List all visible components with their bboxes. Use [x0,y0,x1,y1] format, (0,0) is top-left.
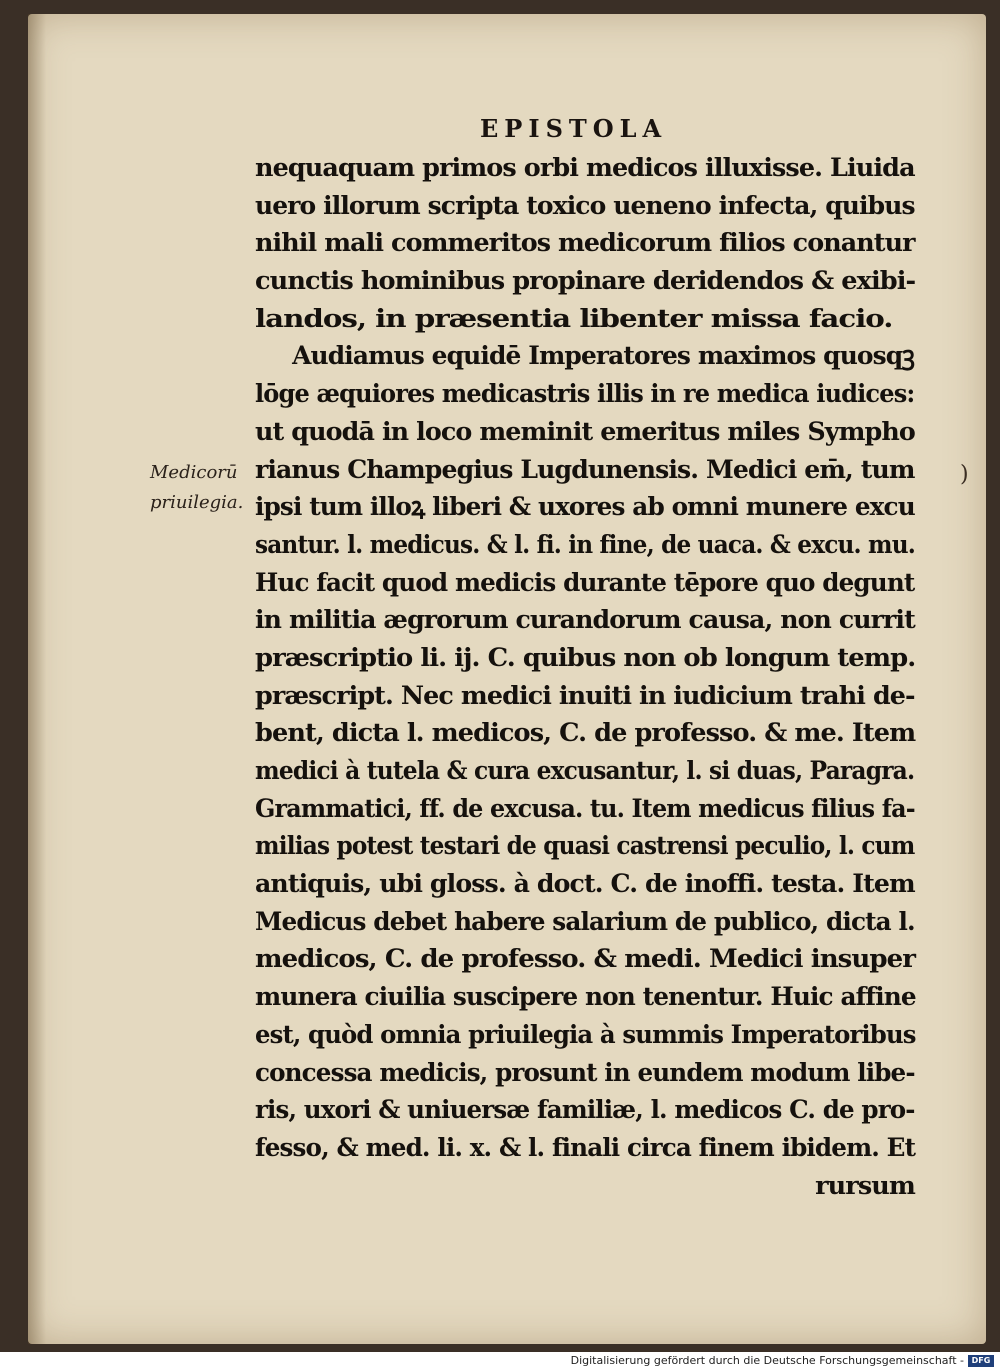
catchword: rursum [815,1170,915,1201]
margin-note-line: Medicorū [150,462,238,483]
text-line: lōge æquiores medicastris illis in re medica iudices: [255,379,915,410]
text-line: in militia ægrorum curandorum causa, non currit [255,605,915,636]
text-line: bent, dicta l. medicos, C. de professo. & me. Item [255,718,916,749]
text-line: Grammatici, ff. de excusa. tu. Item medicus filius fa- [255,793,915,824]
gutter-shadow [28,14,46,1344]
margin-note [150,458,243,518]
text-line: concessa medicis, prosunt in eundem modum libe- [255,1057,915,1088]
text-line: munera ciuilia suscipere non tenentur. Huic affine [255,982,916,1013]
running-head: EPISTOLA [480,114,668,143]
text-line: ris, uxori & uniuersæ familiæ, l. medicos C. de pro- [255,1095,915,1126]
text-line: medicos, C. de professo. & medi. Medici insuper [255,944,916,975]
text-line: cunctis hominibus propinare deridendos & exibi- [255,266,916,297]
text-line: milias potest testari de quasi castrensi peculio, l. cum [255,831,915,862]
text-line: rianus Champegius Lugdunensis. Medici em̄, tum [255,454,915,485]
text-line: Huc facit quod medicis durante tēpore quo degunt [255,567,915,598]
text-line: landos, in præsentia libenter missa facio. [255,303,893,334]
text-line: Audiamus equidē Imperatores maximos quosqꝫ [292,341,915,372]
footer-credit: Digitalisierung gefördert durch die Deutsche Forschungsgemeinschaft - [570,1354,964,1367]
text-line: præscriptio li. ij. C. quibus non ob longum temp. [255,642,916,673]
text-line: Medicus debet habere salarium de publico, dicta l. [255,906,915,937]
text-line: est, quòd omnia priuilegia à summis Imperatoribus [255,1019,916,1050]
text-line: nihil mali commeritos medicorum filios conantur [255,228,915,259]
dfg-logo-icon: DFG [968,1355,994,1367]
text-line: medici à tutela & cura excusantur, l. si duas, Paragra. [255,756,915,786]
text-line: nequaquam primos orbi medicos illuxisse. Liuida [255,153,915,183]
body-text [255,150,915,1205]
text-line: præscript. Nec medici inuiti in iudicium trahi de- [255,680,915,711]
footer-bar [0,1352,1000,1370]
page-edge-mark: ) [960,462,969,487]
margin-note-line: priuilegia. [150,492,244,513]
text-line: ipsi tum illoꝝ liberi & uxores ab omni munere excu [255,492,915,523]
text-line: ut quodā in loco meminit emeritus miles Sympho [255,416,915,447]
text-line: uero illorum scripta toxico ueneno infecta, quibus [255,190,915,221]
text-line: santur. l. medicus. & l. fi. in fine, de uaca. & excu. mu. [255,529,916,560]
text-line: fesso, & med. li. x. & l. finali circa finem ibidem. Et [255,1132,916,1163]
text-line: antiquis, ubi gloss. à doct. C. de inoffi. testa. Item [255,869,915,900]
